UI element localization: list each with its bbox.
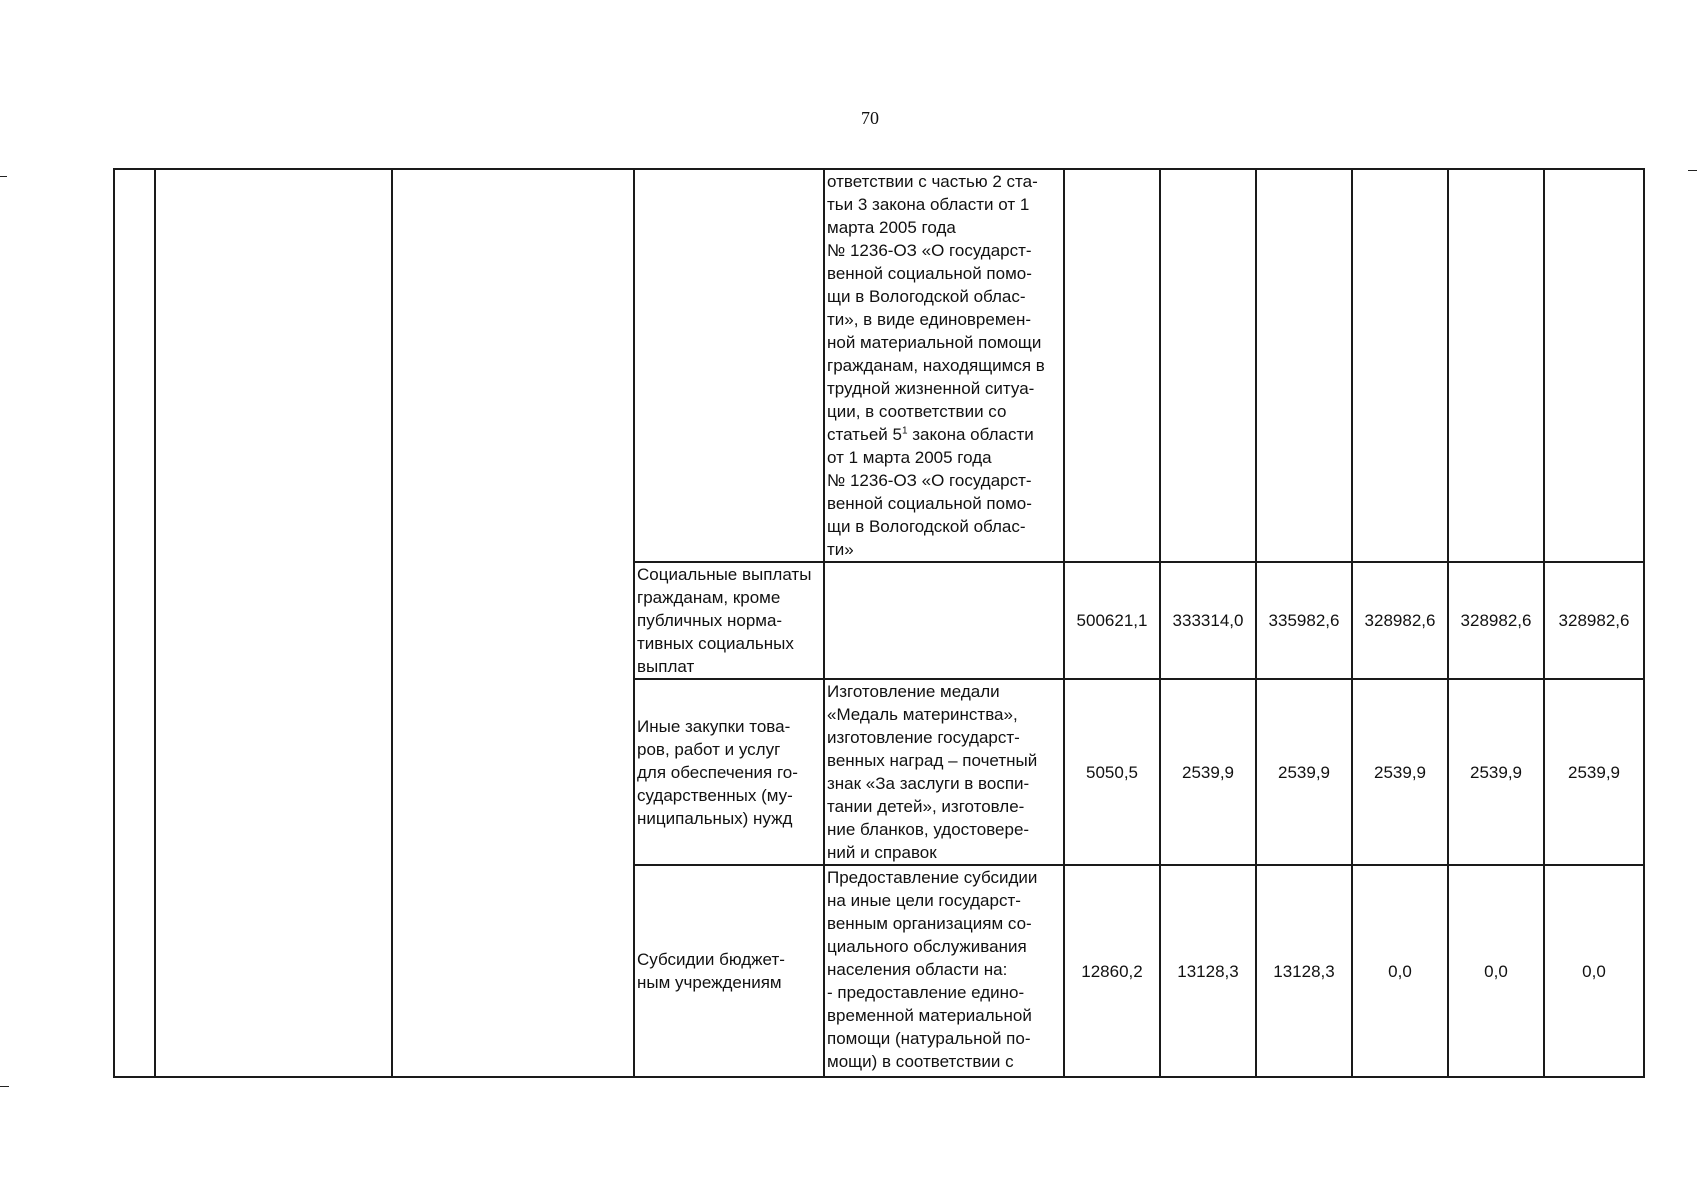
- value-cell: [1256, 169, 1352, 562]
- value-cell: 0,0: [1544, 865, 1644, 1077]
- value-cell: 13128,3: [1160, 865, 1256, 1077]
- value-cell: 2539,9: [1544, 679, 1644, 865]
- value-cell: 2539,9: [1160, 679, 1256, 865]
- value-cell: 12860,2: [1064, 865, 1160, 1077]
- value-cell: [1352, 169, 1448, 562]
- value-cell: 335982,6: [1256, 562, 1352, 679]
- table-row: [114, 169, 1644, 562]
- value-cell: 0,0: [1352, 865, 1448, 1077]
- value-cell: [1064, 169, 1160, 562]
- expense-description-cell: [824, 562, 1064, 679]
- page-number: 70: [861, 108, 879, 128]
- expense-description-cell: Изготовление медали «Медаль материнства», изготовление государст- венных наград – почетный знак «За заслуги в воспи- тании детей», изготовле- ние бланков, удостовере- ний и справок: [824, 679, 1064, 865]
- expense-kind-cell: Субсидии бюджет- ным учреждениям: [634, 865, 824, 1077]
- superscript-mark: 1: [901, 425, 908, 437]
- value-cell: 328982,6: [1544, 562, 1644, 679]
- value-cell: 0,0: [1448, 865, 1544, 1077]
- value-cell: [1544, 169, 1644, 562]
- program-name-cell: [155, 169, 392, 1077]
- expense-description-cell: ответствии с частью 2 ста- тьи 3 закона области от 1 марта 2005 года № 1236-ОЗ «О государст- венной социальной помо- щи в Вологодской облас- ти», в виде единовремен- ной материальной помощи гражданам, находящимся в трудной жизненной ситуа- ции, в соответствии со статьей $5^1$ закона области от 1 марта 2005 года № 1236-ОЗ «О государст- венной социальной помо- щи в Вологодской облас- ти»: [824, 169, 1064, 562]
- expense-description-cell: Предоставление субсидии на иные цели государст- венным организациям со- циального обслуживания населения области на: - предоставление едино- временной материальной помощи (натуральной по- мощи) в соответствии с: [824, 865, 1064, 1077]
- left-margin-tick-bottom: [0, 1086, 9, 1087]
- expense-kind-cell: Иные закупки това- ров, работ и услуг для обеспечения го- сударственных (му- ниципальных) нужд: [634, 679, 824, 865]
- expense-kind-cell: [634, 169, 824, 562]
- executor-cell: [392, 169, 634, 1077]
- value-cell: 2539,9: [1448, 679, 1544, 865]
- left-margin-tick-top: [0, 176, 7, 177]
- value-cell: 13128,3: [1256, 865, 1352, 1077]
- index-cell: [114, 169, 155, 1077]
- right-margin-tick: [1688, 170, 1697, 171]
- value-cell: 2539,9: [1352, 679, 1448, 865]
- value-cell: 333314,0: [1160, 562, 1256, 679]
- budget-table: [113, 168, 1645, 1078]
- value-cell: 500621,1: [1064, 562, 1160, 679]
- value-cell: 5050,5: [1064, 679, 1160, 865]
- value-cell: [1160, 169, 1256, 562]
- value-cell: 328982,6: [1352, 562, 1448, 679]
- expense-kind-cell: Социальные выплаты гражданам, кроме публичных норма- тивных социальных выплат: [634, 562, 824, 679]
- value-cell: 2539,9: [1256, 679, 1352, 865]
- value-cell: [1448, 169, 1544, 562]
- value-cell: 328982,6: [1448, 562, 1544, 679]
